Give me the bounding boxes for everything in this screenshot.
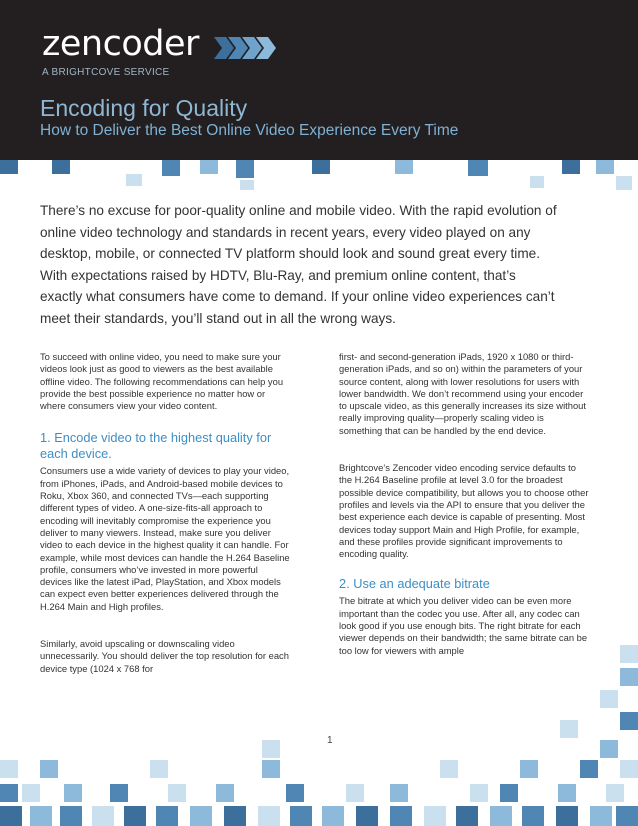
document-title: Encoding for Quality [40,95,248,121]
left-paragraph-1: To succeed with online video, you need to make sure your videos look just as good to viewers as the best available offline video. The following recommendations can help you provide the best possible experience no matter how or where consumers view your video content. [40,351,284,412]
left-paragraph-3: Similarly, avoid upscaling or downscaling video unnecessarily. You should deliver the top resolution for each device type (1024 x 768 for [40,638,289,674]
zencoder-logo-text: zencoder [42,24,199,64]
right-column [339,351,589,657]
right-paragraph-2: Brightcove’s Zencoder video encoding service defaults to the H.264 Baseline profile at level 3.0 for the broadest possible device compatibility, but allows you to choose other profiles and levels via the API to ensure that you deliver the best experience each device is capable of presenting. Most devices today support Main and High Profile, for example, and these profiles provide significant improvements to encoding quality. [339,462,589,560]
intro-paragraph: There’s no excuse for poor-quality online and mobile video. With the rapid evolution of online video technology and standards in recent years, every video played on any desktop, mobile, or connected TV platform should look and sound great every time. With expectations raised by HDTV, Blu-Ray, and premium online content, that’s exactly what consumers have come to demand. If your online video experiences can’t meet their standards, you’ll stand out in all the wrong ways. [40,203,557,326]
logo-subtitle: A BRIGHTCOVE SERVICE [42,67,170,78]
document-subtitle: How to Deliver the Best Online Video Experience Every Time [40,122,459,139]
section-heading-1: 1. Encode video to the highest quality for each device. [40,430,272,462]
section-heading-2: 2. Use an adequate bitrate [339,576,490,592]
logo-chevrons-icon [214,37,278,59]
right-paragraph-3: The bitrate at which you deliver video can be even more important than the codec you use. After all, any codec can look good if you use enough bits. The right bitrate for each viewer depends on their bandwidth; the same bitrate can be too low for viewers with ample [339,595,588,656]
left-column [40,351,290,675]
right-paragraph-1: first- and second-generation iPads, 1920 x 1080 or third-generation iPads, and so on) within the parameters of your source content, along with lower resolutions for users with lower bandwidth. We don’t recommend using your encoder to upscale video, as this generally increases its size without really improving quality—properly scaling video is something that can be handled by the end device. [339,351,587,436]
left-paragraph-2: Consumers use a wide variety of devices to play your video, from iPhones, iPads, and Android-based mobile devices to Roku, Xbox 360, and connected TVs—each supporting different types of video. A one-size-fits-all approach to encoding will inevitably compromise the experience you deliver to many viewers. Instead, make sure you deliver video to each device in the highest quality it can handle. For example, while most devices can handle the H.264 Baseline profile, consumers who’ve invested in more powerful devices like the latest iPad, PlayStation, and Xbox models can expect even better experiences delivered through the H.264 Main and High profiles. [40,465,290,612]
page-number: 1 [327,735,333,746]
